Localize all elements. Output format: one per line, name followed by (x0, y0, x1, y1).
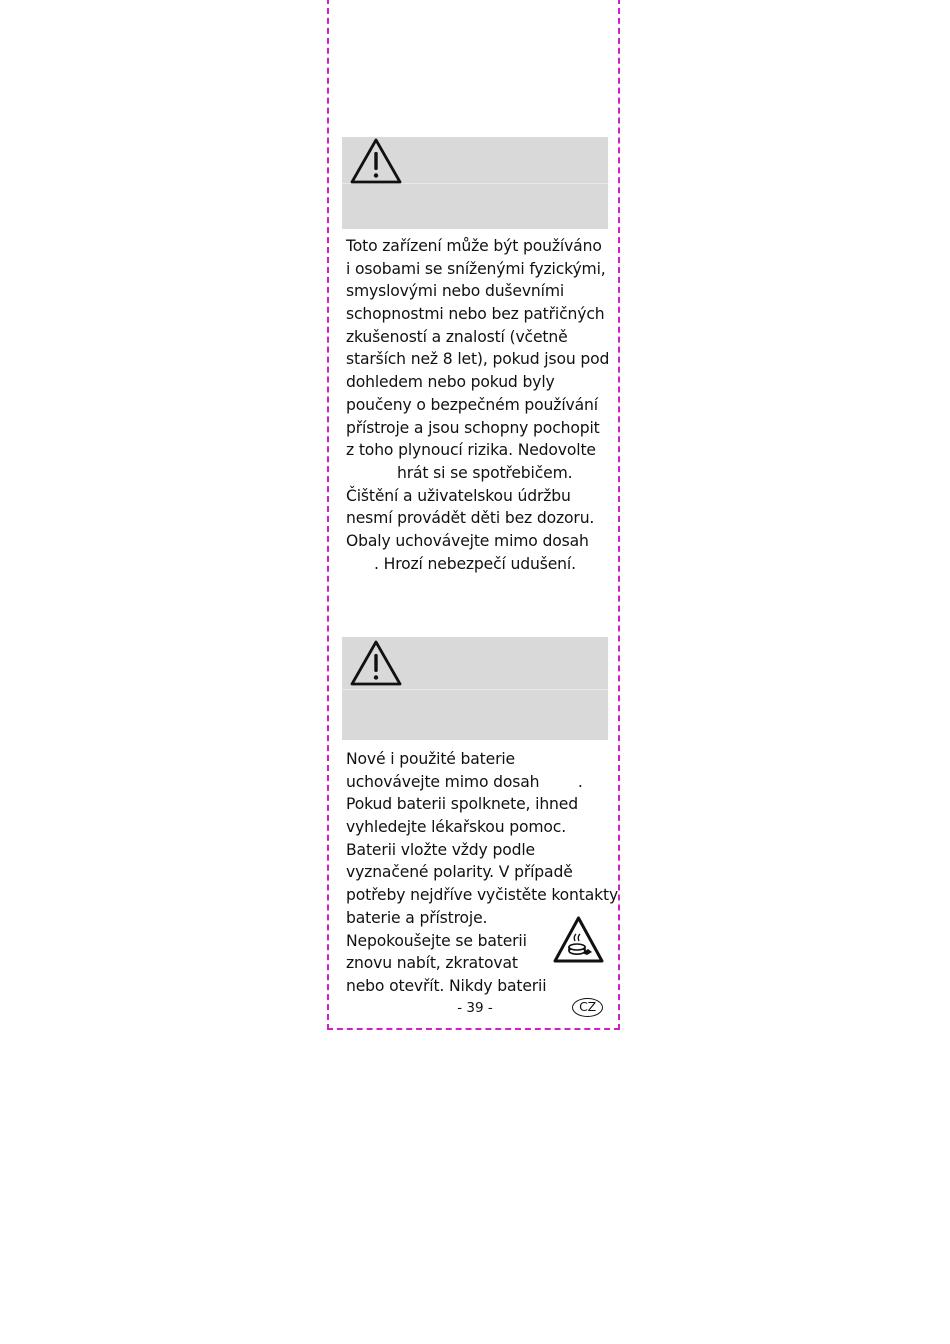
text-line: znovu nabít, zkratovat (346, 954, 518, 973)
text-line: baterie a přístroje. (346, 908, 488, 927)
text-line: vyhledejte lékařskou pomoc. (346, 818, 567, 837)
text-line: Nové i použité baterie (346, 750, 515, 768)
warning-header-divider (342, 689, 608, 690)
warning-triangle-icon (349, 137, 403, 185)
warning-header-box (342, 137, 608, 229)
text-line: nesmí provádět děti bez dozoru. (346, 509, 595, 528)
text-line: z toho plynoucí rizika. Nedovolte (346, 441, 596, 460)
text-line: Toto zařízení může být používáno (346, 237, 602, 255)
text-line: poučeny o bezpečném používání (346, 395, 598, 414)
warning-header-box (342, 637, 608, 740)
warning-text-children (346, 235, 608, 575)
text-line: přístroje a jsou schopny pochopit (346, 418, 600, 437)
text-line: Pokud baterii spolknete, ihned (346, 795, 578, 814)
page-number: - 39 - (457, 1000, 493, 1016)
text-line: Baterii vložte vždy podle (346, 840, 535, 859)
text-line: schopnostmi nebo bez patřičných (346, 305, 605, 324)
battery-swallowing-hazard-icon (552, 915, 605, 964)
text-line: i osobami se sníženými fyzickými, (346, 259, 606, 278)
text-line: Obaly uchovávejte mimo dosah (346, 531, 589, 550)
country-code-badge: CZ (572, 998, 603, 1017)
text-line: zkušeností a znalostí (včetně (346, 327, 568, 346)
warning-triangle-icon (349, 639, 403, 687)
text-line: . Hrozí nebezpečí udušení. (374, 554, 576, 573)
text-line: hrát si se spotřebičem. (397, 463, 573, 482)
text-line: uchovávejte mimo dosah . (346, 772, 583, 791)
text-line: nebo otevřít. Nikdy baterii (346, 976, 547, 995)
text-line: smyslovými nebo duševními (346, 282, 565, 301)
text-line: vyznačené polarity. V případě (346, 863, 573, 882)
text-line: starších než 8 let), pokud jsou pod (346, 350, 610, 369)
text-line: potřeby nejdříve vyčistěte kontakty (346, 886, 619, 905)
text-line: Nepokoušejte se baterii (346, 931, 527, 950)
text-line: dohledem nebo pokud byly (346, 373, 555, 392)
text-line: Čištění a uživatelskou údržbu (346, 486, 571, 505)
